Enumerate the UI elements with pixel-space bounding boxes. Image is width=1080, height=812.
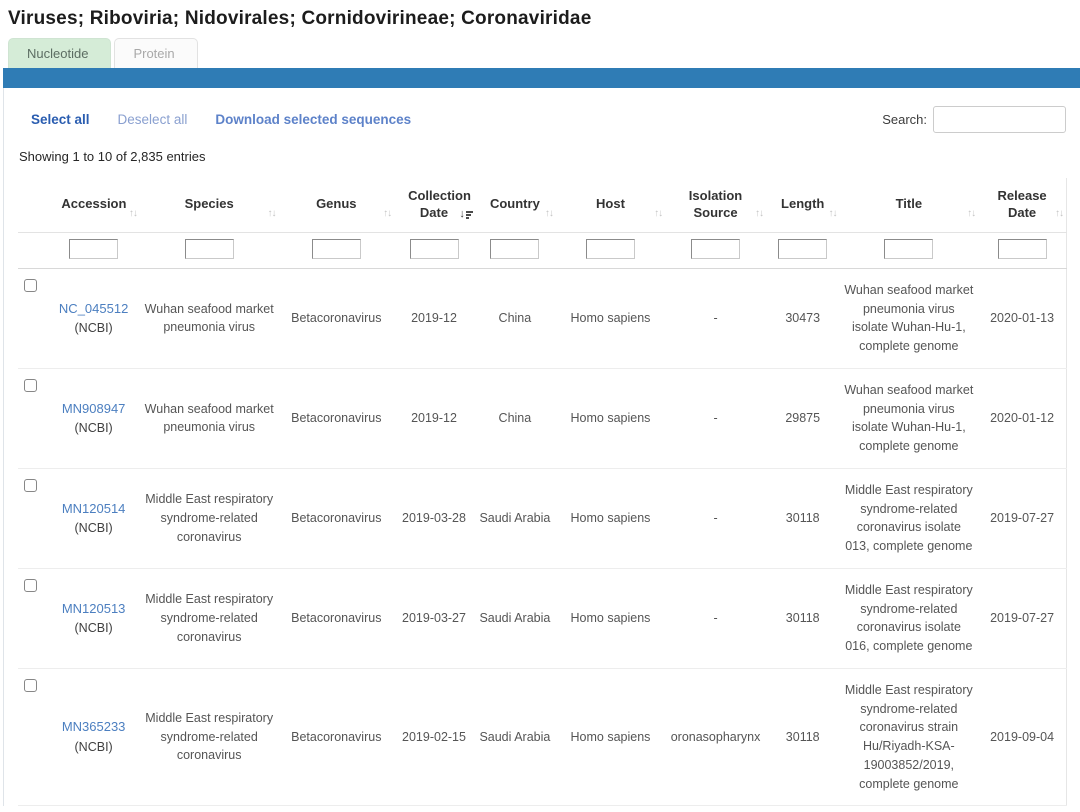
column-label: Host — [596, 196, 625, 212]
cell-length: 29875 — [766, 368, 840, 468]
cell-release-date: 2019-07-27 — [978, 468, 1066, 568]
table-row — [18, 668, 1067, 806]
cell-genus: Betacoronavirus — [279, 268, 395, 368]
cell-release-date: 2019-07-27 — [978, 568, 1066, 668]
cell-country: Saudi Arabia — [474, 468, 556, 568]
table-row — [18, 468, 1067, 568]
filter-input-release-date[interactable] — [998, 239, 1047, 259]
cell-country: Saudi Arabia — [474, 668, 556, 806]
table-row — [18, 268, 1067, 368]
filter-input-title[interactable] — [884, 239, 933, 259]
cell-genus: Betacoronavirus — [279, 568, 395, 668]
cell-host: Homo sapiens — [556, 268, 665, 368]
cell-collection-date: 2019-02-15 — [394, 668, 474, 806]
column-header-collection-date[interactable] — [394, 178, 474, 232]
cell-species: Middle East respiratory syndrome-related coronavirus — [140, 668, 279, 806]
cell-host: Homo sapiens — [556, 468, 665, 568]
cell-host: Homo sapiens — [556, 668, 665, 806]
row-checkbox[interactable] — [24, 479, 37, 492]
cell-isolation-source: - — [665, 468, 766, 568]
cell-genus: Betacoronavirus — [279, 468, 395, 568]
cell-length: 30473 — [766, 268, 840, 368]
cell-collection-date: 2019-03-28 — [394, 468, 474, 568]
tab-protein[interactable]: Protein — [114, 38, 197, 68]
table-body — [18, 268, 1067, 806]
cell-country: China — [474, 268, 556, 368]
column-label: Genus — [316, 196, 357, 212]
column-header-title[interactable] — [839, 178, 978, 232]
filter-spacer — [18, 232, 47, 268]
column-label: Release Date — [997, 188, 1047, 220]
tab-nucleotide[interactable]: Nucleotide — [8, 38, 111, 68]
sort-icon: ↑↓ — [1055, 207, 1063, 219]
sort-icon: ↑↓ — [267, 207, 276, 219]
search-input[interactable] — [933, 106, 1066, 133]
row-checkbox[interactable] — [24, 679, 37, 692]
cell-genus: Betacoronavirus — [279, 368, 395, 468]
column-header-isolation-source[interactable] — [665, 178, 766, 232]
entries-summary: Showing 1 to 10 of 2,835 entries — [19, 149, 206, 164]
cell-country: Saudi Arabia — [474, 568, 556, 668]
cell-host: Homo sapiens — [556, 368, 665, 468]
accession-link[interactable]: MN908947 — [61, 400, 126, 416]
column-label: Country — [489, 196, 540, 212]
accession-source: (NCBI) — [74, 521, 113, 536]
sort-icon: ↑↓ — [128, 207, 137, 219]
column-label: Accession — [61, 196, 127, 212]
cell-species: Middle East respiratory syndrome-related coronavirus — [140, 468, 279, 568]
column-label: Species — [184, 196, 234, 212]
toolbar — [4, 90, 1080, 133]
header-row — [18, 178, 1067, 232]
cell-isolation-source: - — [665, 368, 766, 468]
cell-title: Wuhan seafood market pneumonia virus isolate Wuhan-Hu-1, complete genome — [839, 268, 978, 368]
column-header-host[interactable] — [556, 178, 665, 232]
filter-input-country[interactable] — [490, 239, 539, 259]
accession-link[interactable]: MN365233 — [61, 719, 126, 735]
cell-release-date: 2019-09-04 — [978, 668, 1066, 806]
column-header-length[interactable] — [766, 178, 840, 232]
accession-source: (NCBI) — [74, 321, 113, 336]
cell-collection-date: 2019-12 — [394, 368, 474, 468]
column-label: Collection Date — [408, 188, 471, 220]
row-checkbox[interactable] — [24, 379, 37, 392]
cell-species: Middle East respiratory syndrome-related coronavirus — [140, 568, 279, 668]
column-header-species[interactable] — [140, 178, 279, 232]
cell-title: Wuhan seafood market pneumonia virus isolate Wuhan-Hu-1, complete genome — [839, 368, 978, 468]
page-title: Viruses; Riboviria; Nidovirales; Cornidovirineae; Coronaviridae — [8, 8, 592, 29]
cell-title: Middle East respiratory syndrome-related coronavirus isolate 016, complete genome — [839, 568, 978, 668]
sort-icon: ↑↓ — [383, 207, 392, 219]
cell-release-date: 2020-01-13 — [978, 268, 1066, 368]
cell-genus: Betacoronavirus — [279, 668, 395, 806]
cell-length: 30118 — [766, 668, 840, 806]
filter-input-accession[interactable] — [69, 239, 118, 259]
sort-icon: ↑↓ — [828, 207, 837, 219]
cell-collection-date: 2019-12 — [394, 268, 474, 368]
cell-title: Middle East respiratory syndrome-related coronavirus strain Hu/Riyadh-KSA-19003852/2019, complete genome — [839, 668, 978, 806]
table-row — [18, 368, 1067, 468]
row-checkbox[interactable] — [24, 579, 37, 592]
column-label: Isolation Source — [688, 188, 743, 220]
table-row — [18, 568, 1067, 668]
filter-input-isolation-source[interactable] — [691, 239, 740, 259]
cell-length: 30118 — [766, 568, 840, 668]
column-header-country[interactable] — [474, 178, 556, 232]
cell-release-date: 2020-01-12 — [978, 368, 1066, 468]
filter-input-collection-date[interactable] — [410, 239, 459, 259]
toolbar-links — [31, 112, 411, 127]
cell-collection-date: 2019-03-27 — [394, 568, 474, 668]
search-label: Search: — [882, 112, 927, 127]
filter-input-genus[interactable] — [312, 239, 361, 259]
checkbox-column-header — [18, 178, 47, 232]
filter-input-host[interactable] — [586, 239, 635, 259]
cell-isolation-source: oronasopharynx — [665, 668, 766, 806]
deselect-all-link[interactable]: Deselect all — [117, 112, 188, 127]
row-checkbox[interactable] — [24, 279, 37, 292]
search-area — [882, 106, 1066, 133]
content-panel — [3, 88, 1080, 806]
tabs — [0, 38, 1080, 68]
sort-icon: ↑↓ — [654, 207, 663, 219]
sort-icon: ↑↓ — [967, 207, 976, 219]
column-label: Length — [781, 196, 825, 212]
filter-input-species[interactable] — [185, 239, 234, 259]
accession-link[interactable]: MN120514 — [61, 500, 126, 516]
sort-desc-icon: ↓ — [459, 209, 473, 220]
cell-species: Wuhan seafood market pneumonia virus — [140, 268, 279, 368]
sort-icon: ↑↓ — [544, 207, 553, 219]
accession-link[interactable]: NC_045512 — [58, 300, 129, 316]
select-all-link[interactable]: Select all — [31, 112, 90, 127]
cell-title: Middle East respiratory syndrome-related coronavirus isolate 013, complete genome — [839, 468, 978, 568]
sort-icon: ↑↓ — [754, 207, 763, 219]
cell-isolation-source: - — [665, 268, 766, 368]
column-header-accession[interactable] — [47, 178, 139, 232]
filter-row — [18, 232, 1067, 268]
cell-species: Wuhan seafood market pneumonia virus — [140, 368, 279, 468]
filter-input-length[interactable] — [778, 239, 827, 259]
accession-link[interactable]: MN120513 — [61, 600, 126, 616]
accent-bar — [3, 68, 1080, 88]
accession-source: (NCBI) — [74, 740, 113, 755]
accession-source: (NCBI) — [74, 421, 113, 436]
cell-host: Homo sapiens — [556, 568, 665, 668]
sequences-table — [18, 178, 1067, 806]
cell-country: China — [474, 368, 556, 468]
column-label: Title — [895, 196, 923, 212]
cell-isolation-source: - — [665, 568, 766, 668]
accession-source: (NCBI) — [74, 621, 113, 636]
column-header-release-date[interactable] — [978, 178, 1066, 232]
download-selected-link[interactable]: Download selected sequences — [215, 112, 412, 127]
cell-length: 30118 — [766, 468, 840, 568]
column-header-genus[interactable] — [279, 178, 395, 232]
